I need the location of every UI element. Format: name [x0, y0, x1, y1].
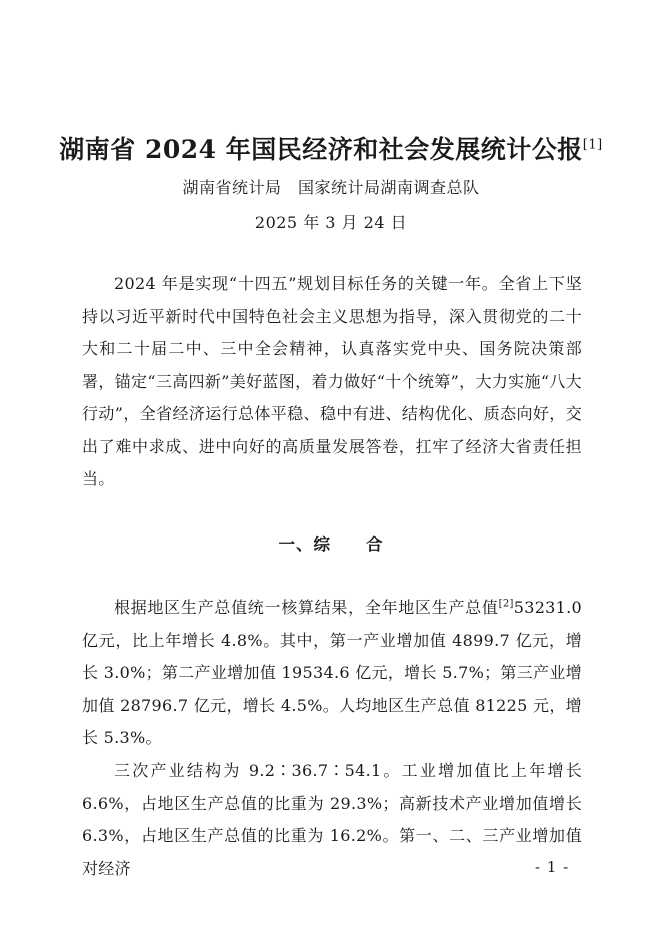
document-title: [0, 130, 662, 166]
gdp-paragraph-lead: 根据地区生产总值统一核算结果，全年地区生产总值: [114, 598, 499, 617]
publication-date: 2025 年 3 月 24 日: [254, 213, 408, 232]
intro-paragraph: 2024 年是实现“十四五”规划目标任务的关键一年。全省上下坚持以习近平新时代中国特色社会主义思想为指导，深入贯彻党的二十大和二十届二中、三中全会精神，认真落实党中央、国务院决策部署，锚定“三高四新”美好蓝图，着力做好“十个统筹”，大力实施“八大行动”，全省经济运行总体平稳、稳中有进、结构优化、质态向好，交出了难中求成、进中向好的高质量发展答卷，扛牢了经济大省责任担当。: [82, 274, 582, 488]
title-footnote-marker[interactable]: [1]: [582, 137, 603, 153]
section-heading-general: 一、综 合: [278, 535, 384, 554]
gdp-paragraph-body: 53231.0 亿元，比上年增长 4.8%。其中，第一产业增加值 4899.7 亿元，增长 3.0%；第二产业增加值 19534.6 亿元，增长 5.7%；第三产业增加值 28796.7 亿元，增长 4.5%。人均地区生产总值 81225 元，增长 5.3%。: [82, 598, 582, 747]
gdp-paragraph: [82, 592, 582, 755]
issuing-authorities: 湖南省统计局 国家统计局湖南调查总队: [182, 178, 480, 197]
title-text: 湖南省 2024 年国民经济和社会发展统计公报: [59, 135, 583, 164]
industry-structure-paragraph: 三次产业结构为 9.2∶36.7∶54.1。工业增加值比上年增长 6.6%，占地区生产总值的比重为 29.3%；高新技术产业增加值增长 6.3%，占地区生产总值的比重为 16.2%。第一、二、三产业增加值对经济: [82, 761, 582, 878]
page-number: - 1 -: [535, 858, 570, 876]
gdp-footnote-marker[interactable]: [2]: [498, 598, 514, 610]
